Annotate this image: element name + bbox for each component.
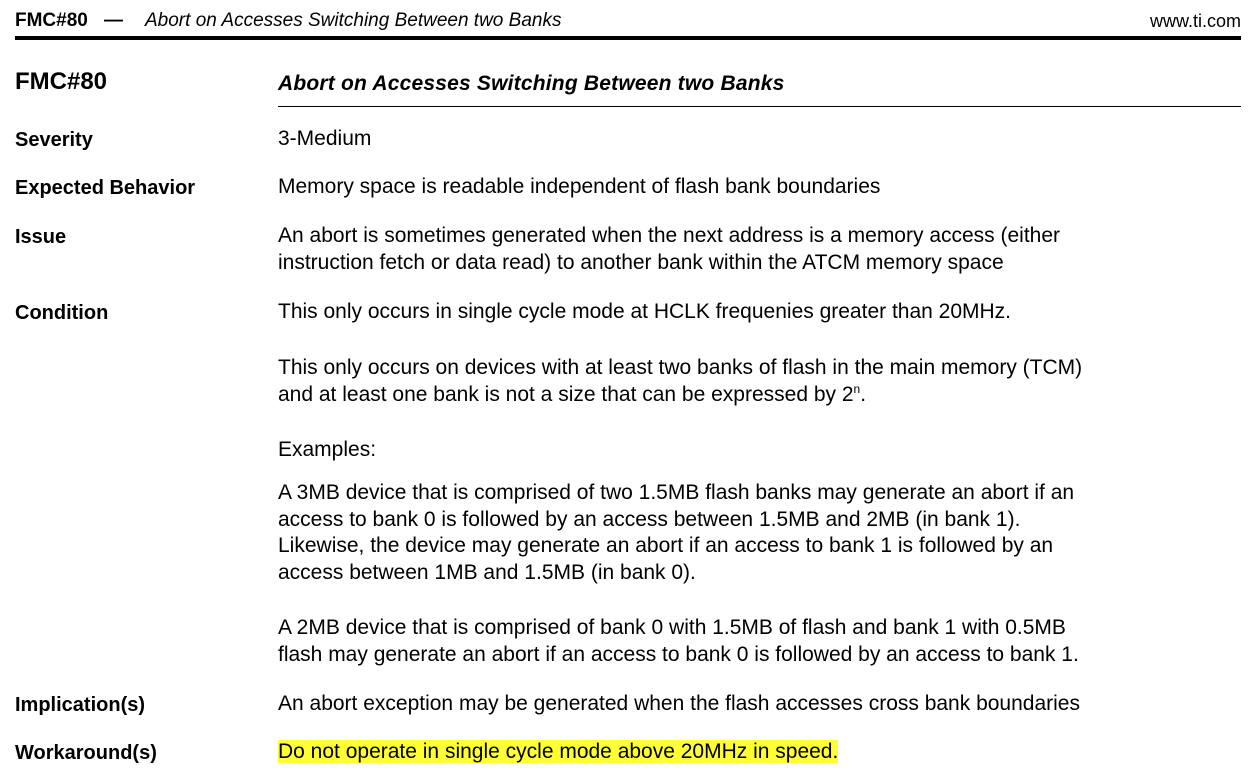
condition-line: This only occurs on devices with at least two banks of flash in the main memory (TCM) bbox=[278, 356, 1083, 379]
condition-p2 bbox=[278, 355, 1238, 408]
workaround-label: Workaround(s) bbox=[15, 742, 157, 764]
condition-example-2mb bbox=[278, 615, 1238, 668]
header-url[interactable]: www.ti.com bbox=[1149, 11, 1241, 31]
condition-text: and at least one bank is not a size that can be expressed by 2 bbox=[278, 382, 854, 406]
superscript-n: n bbox=[853, 381, 861, 396]
expected-behavior-label: Expected Behavior bbox=[15, 177, 196, 199]
implication-value: An abort exception may be generated when the flash accesses cross bank boundaries bbox=[278, 692, 1080, 715]
condition-line: A 3MB device that is comprised of two 1.5MB flash banks may generate an abort if an bbox=[278, 481, 1075, 504]
workaround-value bbox=[278, 739, 1238, 766]
condition-line: Likewise, the device may generate an abort if an access to bank 1 is followed by an bbox=[278, 534, 1054, 557]
severity-value: 3-Medium bbox=[278, 127, 372, 150]
severity-label: Severity bbox=[15, 129, 93, 151]
header-rule bbox=[15, 36, 1241, 40]
header-dash: — bbox=[104, 10, 123, 31]
condition-p1: This only occurs in single cycle mode at HCLK frequenies greater than 20MHz. bbox=[278, 300, 1012, 323]
condition-examples-heading: Examples: bbox=[278, 438, 377, 461]
page-header bbox=[15, 8, 1241, 34]
condition-line: access to bank 0 is followed by an access between 1.5MB and 2MB (in bank 1). bbox=[278, 507, 1021, 531]
workaround-highlight: Do not operate in single cycle mode above 20MHz in speed. bbox=[278, 740, 839, 763]
period: . bbox=[860, 382, 867, 406]
implication-label: Implication(s) bbox=[15, 694, 146, 716]
condition-label: Condition bbox=[15, 302, 109, 324]
issue-value bbox=[278, 223, 1238, 276]
header-erratum-id: FMC#80 bbox=[15, 10, 88, 31]
issue-line: instruction fetch or data read) to another bank within the ATCM memory space bbox=[278, 250, 1004, 274]
section-rule bbox=[278, 106, 1241, 107]
section-erratum-id: FMC#80 bbox=[15, 68, 108, 95]
condition-line: A 2MB device that is comprised of bank 0 with 1.5MB of flash and bank 1 with 0.5MB bbox=[278, 616, 1066, 639]
condition-example-3mb bbox=[278, 480, 1238, 586]
condition-line: access between 1MB and 1.5MB (in bank 0). bbox=[278, 560, 696, 584]
expected-behavior-value: Memory space is readable independent of flash bank boundaries bbox=[278, 175, 881, 198]
condition-line bbox=[278, 382, 1238, 409]
issue-line: An abort is sometimes generated when the next address is a memory access (either bbox=[278, 224, 1061, 247]
issue-label: Issue bbox=[15, 226, 67, 248]
header-title: Abort on Accesses Switching Between two Banks bbox=[145, 10, 562, 31]
section-title: Abort on Accesses Switching Between two Banks bbox=[278, 72, 785, 95]
condition-line: flash may generate an abort if an access to bank 0 is followed by an access to bank 1. bbox=[278, 642, 1079, 666]
